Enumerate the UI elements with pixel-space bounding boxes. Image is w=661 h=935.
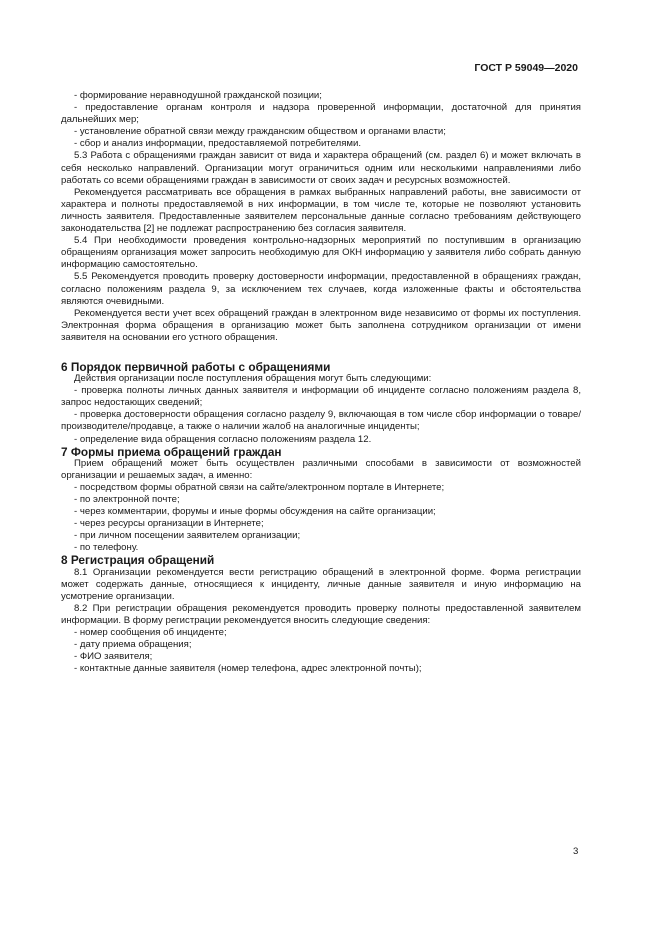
list-item: - установление обратной связи между гражданским обществом и органами власти; (74, 126, 446, 138)
list-item: - определение вида обращения согласно положениям раздела 12. (74, 433, 372, 445)
list-item: - формирование неравнодушной гражданской позиции; (74, 90, 322, 101)
list-item: - проверка достоверности обращения согласно разделу 9, включающая в том числе сбор информации о товаре/производителе/продавце, а также о наличии жалоб на аналогичные инциденты; (61, 409, 581, 433)
list-item: - по электронной почте; (74, 494, 180, 505)
paragraph: 5.5 Рекомендуется проводить проверку достоверности информации, предоставленной в обращениях граждан, согласно положениям раздела 9, за исключением тех случаев, когда изложенные факты и обстоятельства являются очевидными. (61, 271, 581, 307)
paragraph: 8.1 Организации рекомендуется вести регистрацию обращений в электронной форме. Форма регистрации может содержать данные, относящиеся к инциденту, личные данные заявителя и иную информацию на усмотрение организации. (61, 566, 581, 602)
list-item: - проверка полноты личных данных заявителя и информации об инциденте согласно положениям раздела 8, запрос недостающих сведений; (61, 385, 581, 409)
paragraph: Действия организации после поступления обращения могут быть следующими: (74, 373, 432, 385)
list-item: - через комментарии, форумы и иные формы обсуждения на сайте организации; (74, 506, 436, 518)
list-item: - сбор и анализ информации, предоставляемой потребителями. (74, 138, 362, 150)
section-heading: 6 Порядок первичной работы с обращениями (61, 359, 331, 374)
section-heading: 8 Регистрация обращений (61, 553, 215, 568)
list-item: - при личном посещении заявителем организации; (74, 530, 301, 542)
paragraph: Прием обращений может быть осуществлен различными способами в зависимости от возможностей организации и решаемых задач, а именно: (61, 457, 581, 481)
list-item: - контактные данные заявителя (номер телефона, адрес электронной почты); (74, 663, 422, 675)
paragraph: Рекомендуется рассматривать все обращения в рамках выбранных направлений работы, вне зависимости от характера и полноты предоставляемой в них информации, в том числе те, которые не позволяют установить личность заявителя. Предоставленные заявителем персональные данные согласно требованиям действующего законодательства [2] не подлежат распространению без согласия заявителя. (61, 186, 581, 235)
list-item: - через ресурсы организации в Интернете; (74, 518, 264, 530)
list-item: - по телефону. (74, 542, 139, 554)
paragraph: Рекомендуется вести учет всех обращений граждан в электронном виде независимо от формы их поступления. Электронная форма обращения в организацию может быть заполнена сотрудником организации от имени заявителя на основании его устного обращения. (61, 307, 581, 343)
paragraph: 5.3 Работа с обращениями граждан зависит от вида и характера обращений (см. раздел 6) и может включать в себя несколько направлений. Организации могут ограничиться одним или несколькими направлениями либо работать со всеми обращениями граждан в зависимости от своих задач и ресурсных возможностей. (61, 150, 581, 186)
paragraph: 5.4 При необходимости проведения контрольно-надзорных мероприятий по поступившим в организацию обращениям организация может запросить необходимую для ОКН информацию у заявителя либо собрать данную информацию самостоятельно. (61, 235, 581, 271)
list-item: - предоставление органам контроля и надзора проверенной информации, достаточной для принятия дальнейших мер; (61, 102, 581, 126)
page-number: 3 (573, 846, 579, 857)
list-item: - дату приема обращения; (74, 639, 192, 651)
paragraph: 8.2 При регистрации обращения рекомендуется проводить проверку полноты предоставленной заявителем информации. В форму регистрации рекомендуется вносить следующие сведения: (61, 602, 581, 626)
list-item: - ФИО заявителя; (74, 651, 153, 663)
document-body (61, 90, 581, 675)
list-item: - номер сообщения об инциденте; (74, 627, 227, 639)
section-heading: 7 Формы приема обращений граждан (61, 444, 282, 459)
document-code: ГОСТ Р 59049—2020 (474, 62, 578, 74)
list-item: - посредством формы обратной связи на сайте/электронном портале в Интернете; (74, 481, 445, 493)
